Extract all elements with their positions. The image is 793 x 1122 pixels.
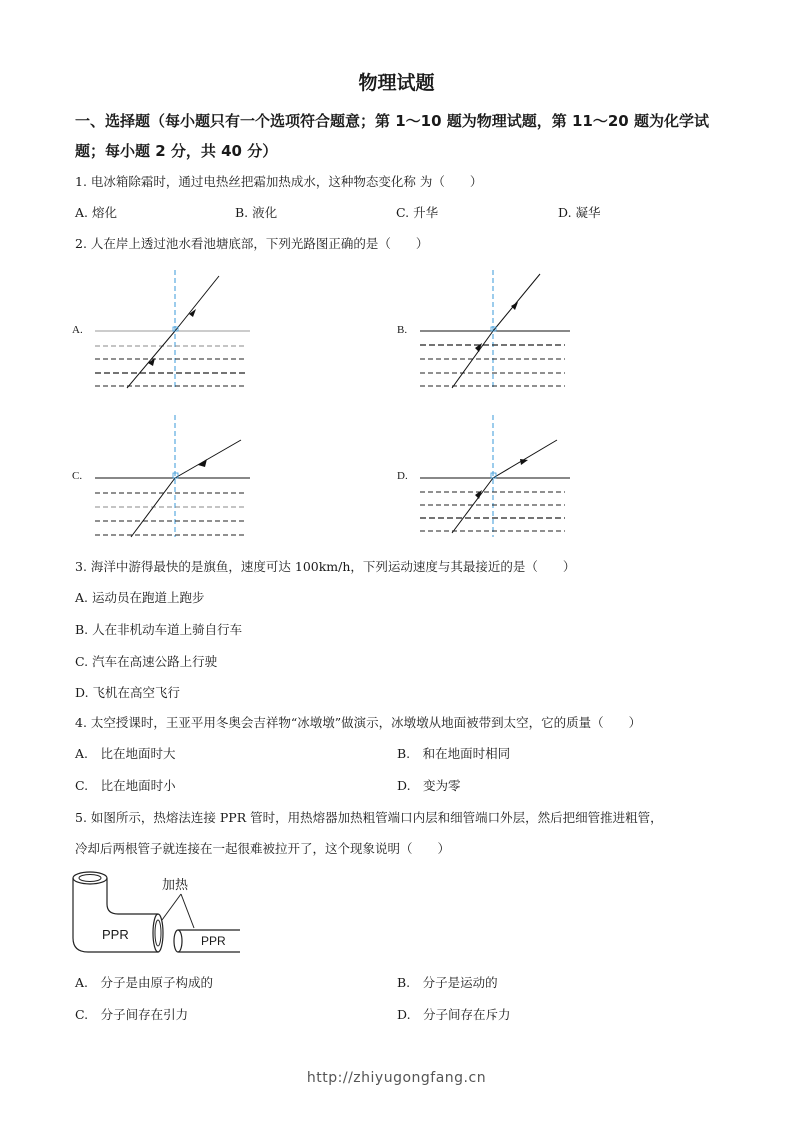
ppr-small-pipe-label: PPR: [201, 934, 226, 948]
figure-c-label: C.: [72, 470, 83, 482]
section-heading-line1: 一、选择题（每小题只有一个选项符合题意；第 1～10 题为物理试题，第 11～20 题为化学试: [75, 112, 709, 130]
question-3-option-b: B. 人在非机动车道上骑自行车: [75, 622, 243, 637]
question-5-option-d: D. 分子间存在斥力: [397, 1007, 511, 1022]
figure-c-light-path: [95, 415, 255, 539]
figure-a-label: A.: [72, 324, 83, 336]
question-3-option-d: D. 飞机在高空飞行: [75, 685, 181, 700]
question-4-option-b: B. 和在地面时相同: [397, 746, 511, 761]
question-5-option-c: C. 分子间存在引力: [75, 1007, 189, 1022]
question-3-stem: 3. 海洋中游得最快的是旗鱼，速度可达 100km/h，下列运动速度与其最接近的是（ ）: [75, 559, 576, 574]
question-1-option-d: D. 凝华: [558, 205, 601, 220]
question-1-option-b: B. 液化: [235, 205, 278, 220]
question-5-option-a: A. 分子是由原子构成的: [75, 975, 214, 990]
ppr-big-pipe-label: PPR: [102, 927, 129, 942]
question-5-option-b: B. 分子是运动的: [397, 975, 498, 990]
question-2-stem: 2. 人在岸上透过池水看池塘底部，下列光路图正确的是（ ）: [75, 236, 429, 251]
question-5-stem-line2: 冷却后两根管子就连接在一起很难被拉开了，这个现象说明（ ）: [75, 841, 451, 856]
question-3-option-c: C. 汽车在高速公路上行驶: [75, 654, 218, 669]
question-3-option-a: A. 运动员在跑道上跑步: [75, 590, 205, 605]
figure-b-light-path: [420, 270, 580, 392]
question-5-stem-line1: 5. 如图所示，热熔法连接 PPR 管时，用热熔器加热粗管端口内层和细管端口外层，然后把细管推进粗管，: [75, 810, 663, 825]
figure-a-light-path: [95, 270, 255, 392]
question-1-stem: 1. 电冰箱除霜时，通过电热丝把霜加热成水，这种物态变化称 为（ ）: [75, 174, 483, 189]
ppr-heat-label: 加热: [162, 878, 189, 893]
question-4-option-a: A. 比在地面时大: [75, 746, 176, 761]
question-4-stem: 4. 太空授课时，王亚平用冬奥会吉祥物“冰墩墩”做演示，冰墩墩从地面被带到太空，它的质量（ ）: [75, 715, 642, 730]
question-1-option-c: C. 升华: [396, 205, 439, 220]
question-4-option-c: C. 比在地面时小: [75, 778, 176, 793]
figure-b-label: B.: [397, 324, 408, 336]
section-heading-line2: 题；每小题 2 分，共 40 分）: [75, 142, 278, 160]
question-4-option-d: D. 变为零: [397, 778, 461, 793]
footer-url[interactable]: http://zhiyugongfang.cn: [306, 1070, 487, 1086]
figure-d-light-path: [420, 415, 580, 539]
page-title: 物理试题: [358, 72, 435, 94]
figure-d-label: D.: [397, 470, 408, 482]
question-1-option-a: A. 熔化: [75, 205, 117, 220]
